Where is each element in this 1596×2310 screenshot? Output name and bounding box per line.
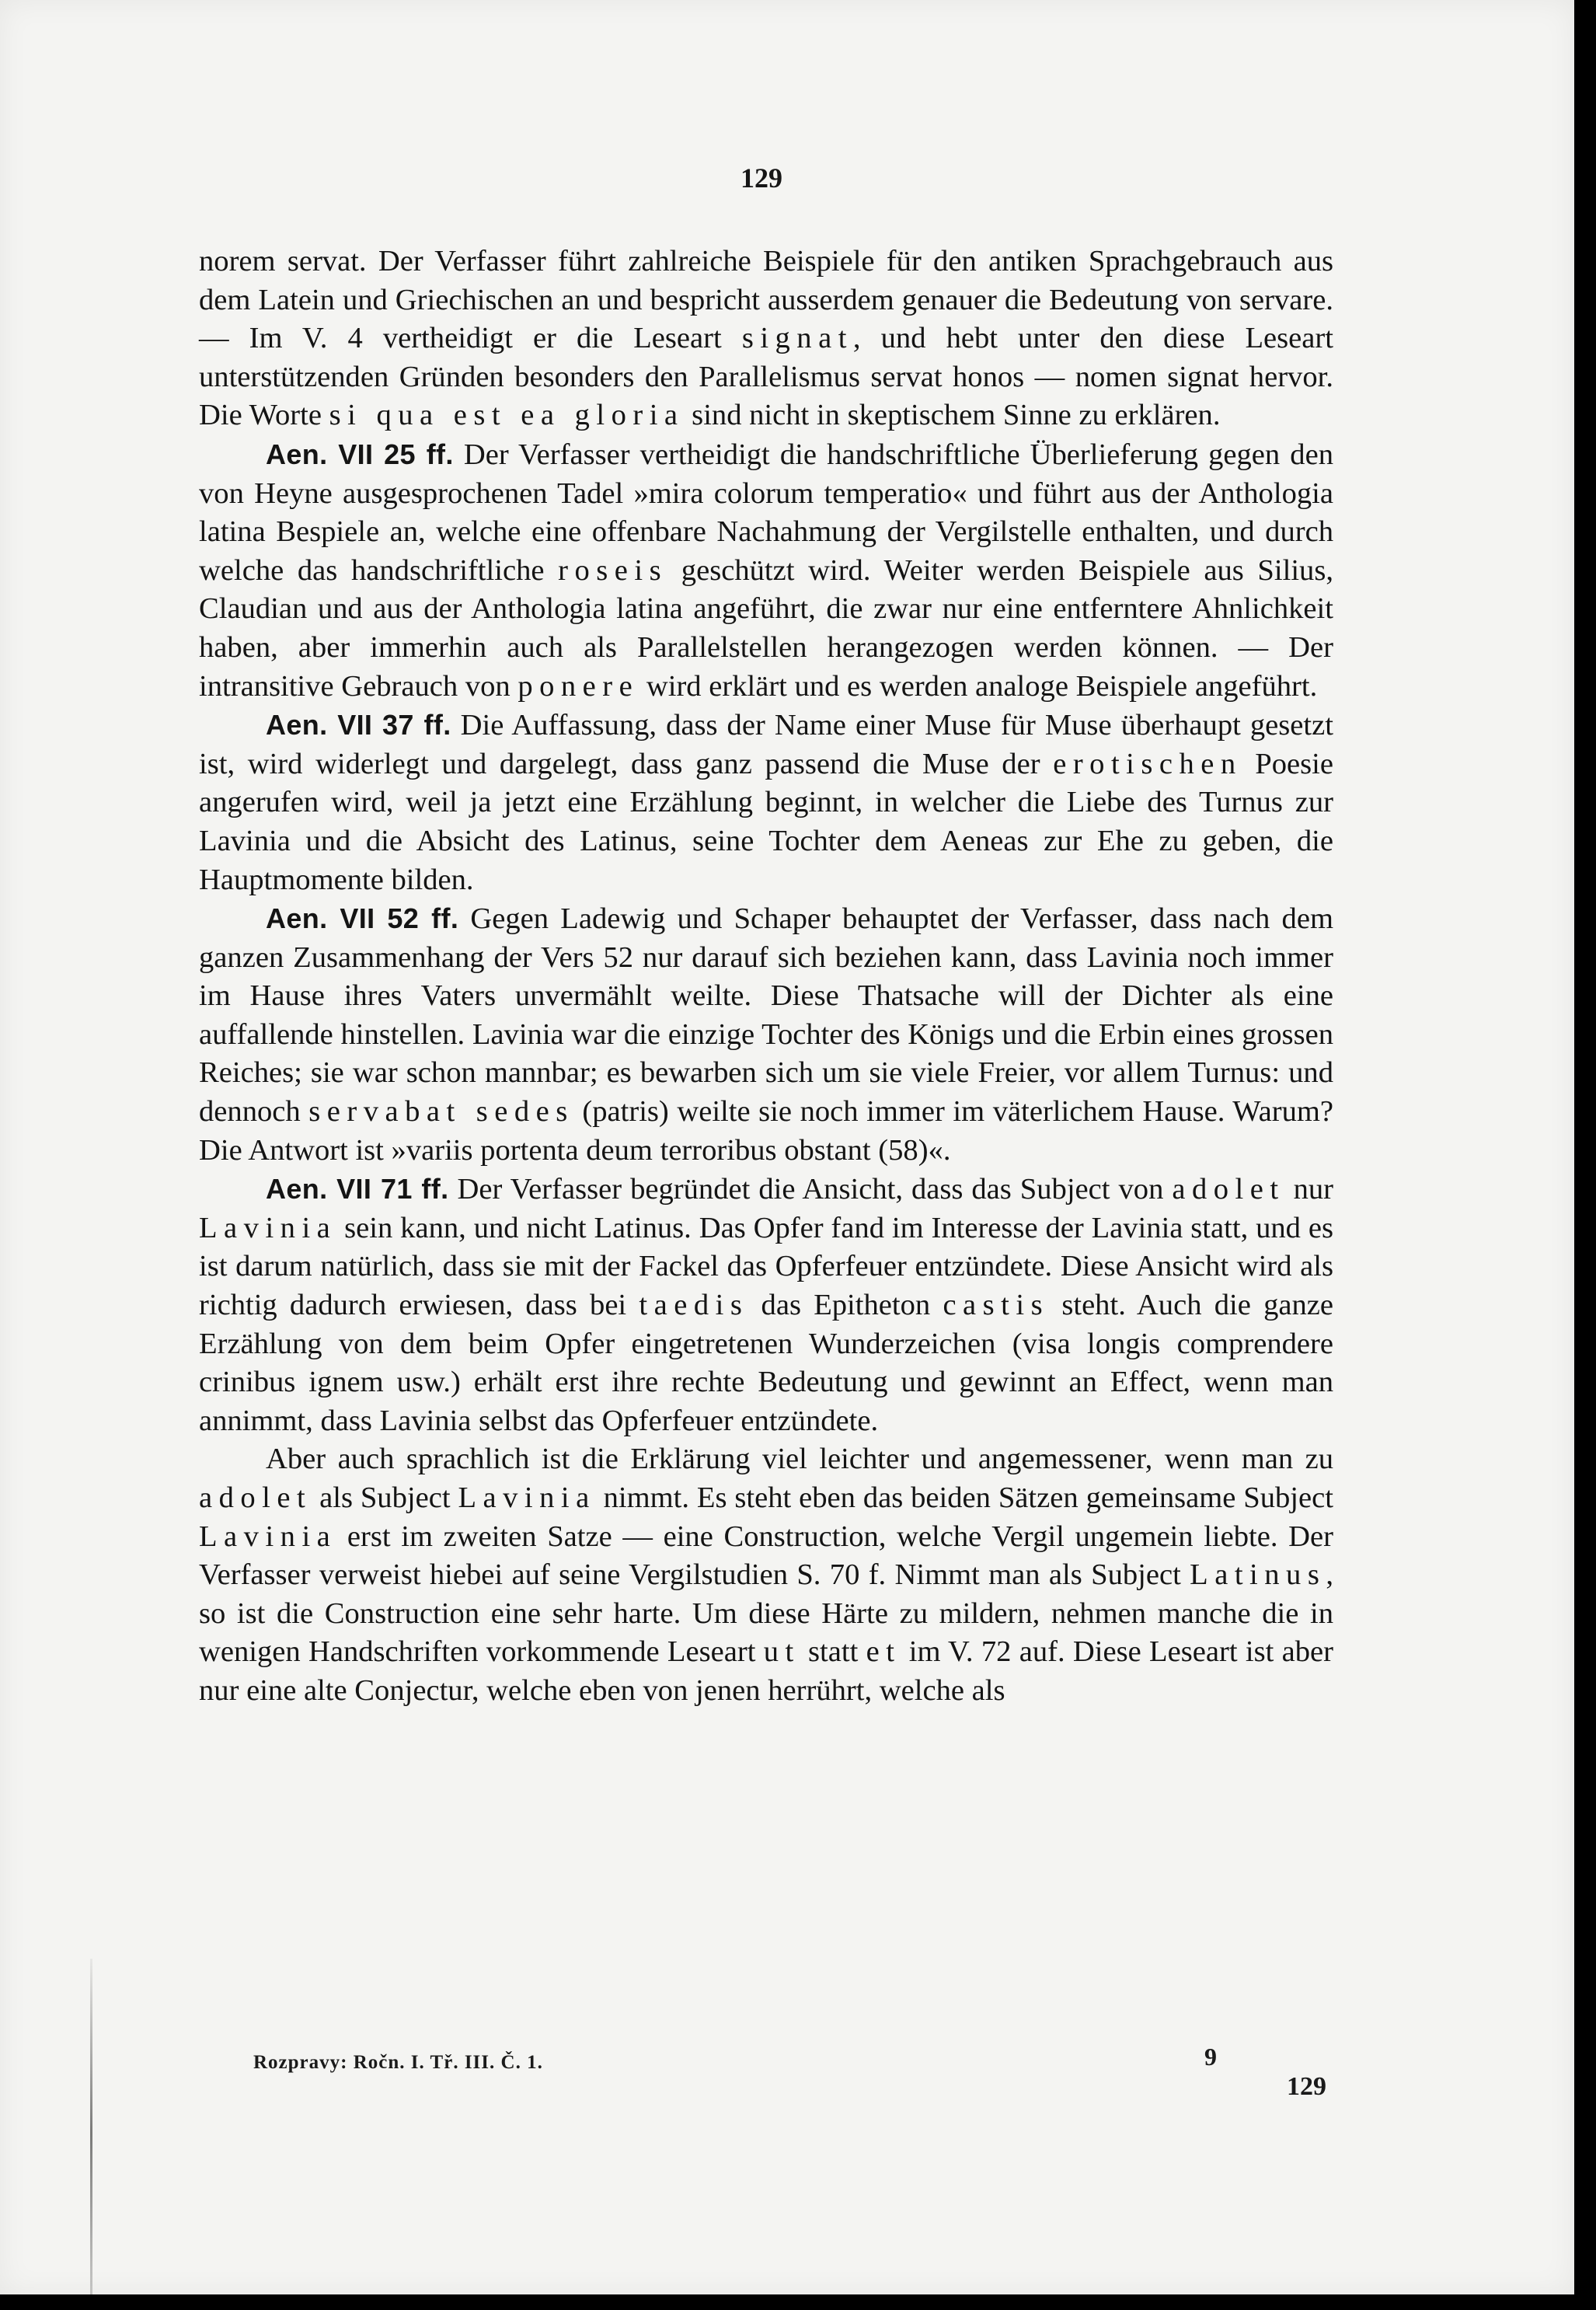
text-run: , so ist die Construction eine sehr harte. Um diese Härte zu mildern, nehmen manche die in wenigen Handschriften vorkommende Leseart: [199, 1558, 1333, 1669]
paragraph: [199, 1440, 1333, 1710]
paragraph: [199, 243, 1333, 435]
text-run: erst im zweiten Satze — eine Construction, welche Vergil ungemein liebte. Der Verfasser verweist hiebei auf seine Vergilstudien S. 70 f. Nimmt man als Subject: [199, 1520, 1333, 1592]
spaced-term: taedis: [639, 1289, 749, 1322]
text-run: sein kann, und nicht Latinus. Das Opfer fand im Interesse der Lavinia statt, und es ist darum natürlich, dass sie mit der Fackel das Opferfeuer entzündete. Diese Ansicht wird als richtig dadurch erwiesen, dass bei: [199, 1211, 1333, 1322]
text-run: Gegen Ladewig und Schaper behauptet der Verfasser, dass nach dem ganzen Zusammenhang der Vers 52 nur darauf sich beziehen kann, dass Lavinia noch immer im Hause ihres Vaters unvermählt weilte. Diese Thatsache will der Dichter als eine auffallende hinstellen. Lavinia war die einzige Tochter des Königs und die Erbin eines grossen Reiches; sie war schon mannbar; es bewarben sich um sie viele Freier, vor allem Turnus: und dennoch: [199, 902, 1333, 1129]
text-run: statt: [800, 1635, 866, 1669]
section-heading: Aen. VII 52 ff.: [266, 902, 459, 935]
section-heading: Aen. VII 71 ff.: [266, 1173, 449, 1206]
text-run: wird erklärt und es werden analoge Beispiele angeführt.: [639, 669, 1318, 703]
text-run: , und hebt unter den diese Leseart unterstützenden Gründen besonders den Parallelismus servat honos — nomen signat hervor. Die Worte: [199, 322, 1333, 432]
spaced-term: ut: [763, 1635, 800, 1669]
spaced-term: adolet: [1172, 1173, 1285, 1206]
spaced-term: castis: [943, 1289, 1050, 1322]
paragraph: [199, 706, 1333, 899]
page-number-top: 129: [741, 162, 782, 194]
text-run: geschützt wird. Weiter werden Beispiele aus Silius, Claudian und aus der Anthologia latina angeführt, die zwar nur eine entferntere Ahnlichkeit haben, aber immerhin auch als Parallelstellen herangezogen werden können. — Der intransitive Gebrauch von: [199, 553, 1333, 703]
spaced-term: servabat sedes: [308, 1095, 574, 1129]
scan-margin-line: [90, 1959, 92, 2308]
footer-signature-label: Rozpravy: Ročn. I. Tř. III. Č. 1.: [253, 2052, 543, 2073]
spaced-term: ponere: [517, 669, 639, 703]
body-text: [199, 243, 1333, 1711]
text-run: Aber auch sprachlich ist die Erklärung viel leichter und angemessener, wenn man zu: [266, 1443, 1333, 1476]
text-run: nur: [1284, 1173, 1333, 1206]
section-heading: Aen. VII 37 ff.: [266, 709, 451, 742]
spaced-term: Lavinia: [458, 1481, 596, 1514]
spaced-term: Latinus: [1190, 1558, 1326, 1592]
paragraph: [199, 1170, 1333, 1440]
spaced-term: roseis: [558, 553, 668, 587]
text-run: steht. Auch die ganze Erzählung von dem beim Opfer eingetretenen Wunderzeichen (visa longis comprendere crinibus ignem usw.) erhält erst ihre rechte Bedeutung und gewinnt an Effect, wenn man annimmt, dass Lavinia selbst das Opferfeuer entzündete.: [199, 1289, 1334, 1437]
spaced-term: Lavinia: [199, 1211, 337, 1244]
text-run: das Epitheton: [748, 1289, 943, 1322]
text-run: Poesie angerufen wird, weil ja jetzt eine Erzählung beginnt, in welcher die Liebe des Turnus zur Lavinia und die Absicht des Latinus, seine Tochter dem Aeneas zur Ehe zu geben, die Hauptmomente bilden.: [199, 747, 1334, 896]
text-run: nimmt. Es steht eben das beiden Sätzen gemeinsame Subject: [595, 1481, 1333, 1514]
text-run: Der Verfasser begründet die Ansicht, dass das Subject von: [448, 1173, 1173, 1206]
text-run: Die Auffassung, dass der Name einer Muse für Muse überhaupt gesetzt ist, wird widerlegt und dargelegt, dass ganz passend die Muse der: [199, 709, 1333, 780]
spaced-term: erotischen: [1053, 747, 1242, 780]
section-heading: Aen. VII 25 ff.: [266, 438, 454, 470]
spaced-term: Lavinia: [199, 1520, 337, 1553]
text-run: im V. 72 auf. Diese Leseart ist aber nur eine alte Conjectur, welche eben von jenen herrührt, welche als: [199, 1635, 1333, 1707]
text-run: als Subject: [312, 1481, 458, 1514]
text-run: (patris) weilte sie noch immer im väterlichem Hause. Warum? Die Antwort ist »variis portenta deum terroribus obstant (58)«.: [199, 1095, 1333, 1167]
text-run: Der Verfasser vertheidigt die handschriftliche Überlieferung gegen den von Heyne ausgesprochenen Tadel »mira colorum temperatio« und führt aus der Anthologia latina Bespiele an, welche eine offenbare Nachahmung der Vergilstelle enthalten, und durch welche das handschriftliche: [199, 438, 1333, 587]
footer-signature-number: 9: [1204, 2043, 1217, 2071]
paragraph: [199, 899, 1333, 1170]
spaced-term: adolet: [199, 1481, 312, 1514]
spaced-term: signat: [741, 322, 853, 355]
spaced-term: et: [866, 1635, 901, 1669]
text-run: norem servat. Der Verfasser führt zahlreiche Beispiele für den antiken Sprachgebrauch aus dem Latein und Griechischen an und bespricht ausserdem genauer die Bedeutung von servare. — Im V. 4 vertheidigt er die Leseart: [199, 245, 1333, 355]
paragraph: [199, 435, 1333, 706]
text-run: sind nicht in skeptischem Sinne zu erklären.: [684, 399, 1221, 432]
spaced-term: si qua est ea gloria: [329, 399, 685, 432]
page-number-bottom: 129: [1287, 2072, 1326, 2101]
